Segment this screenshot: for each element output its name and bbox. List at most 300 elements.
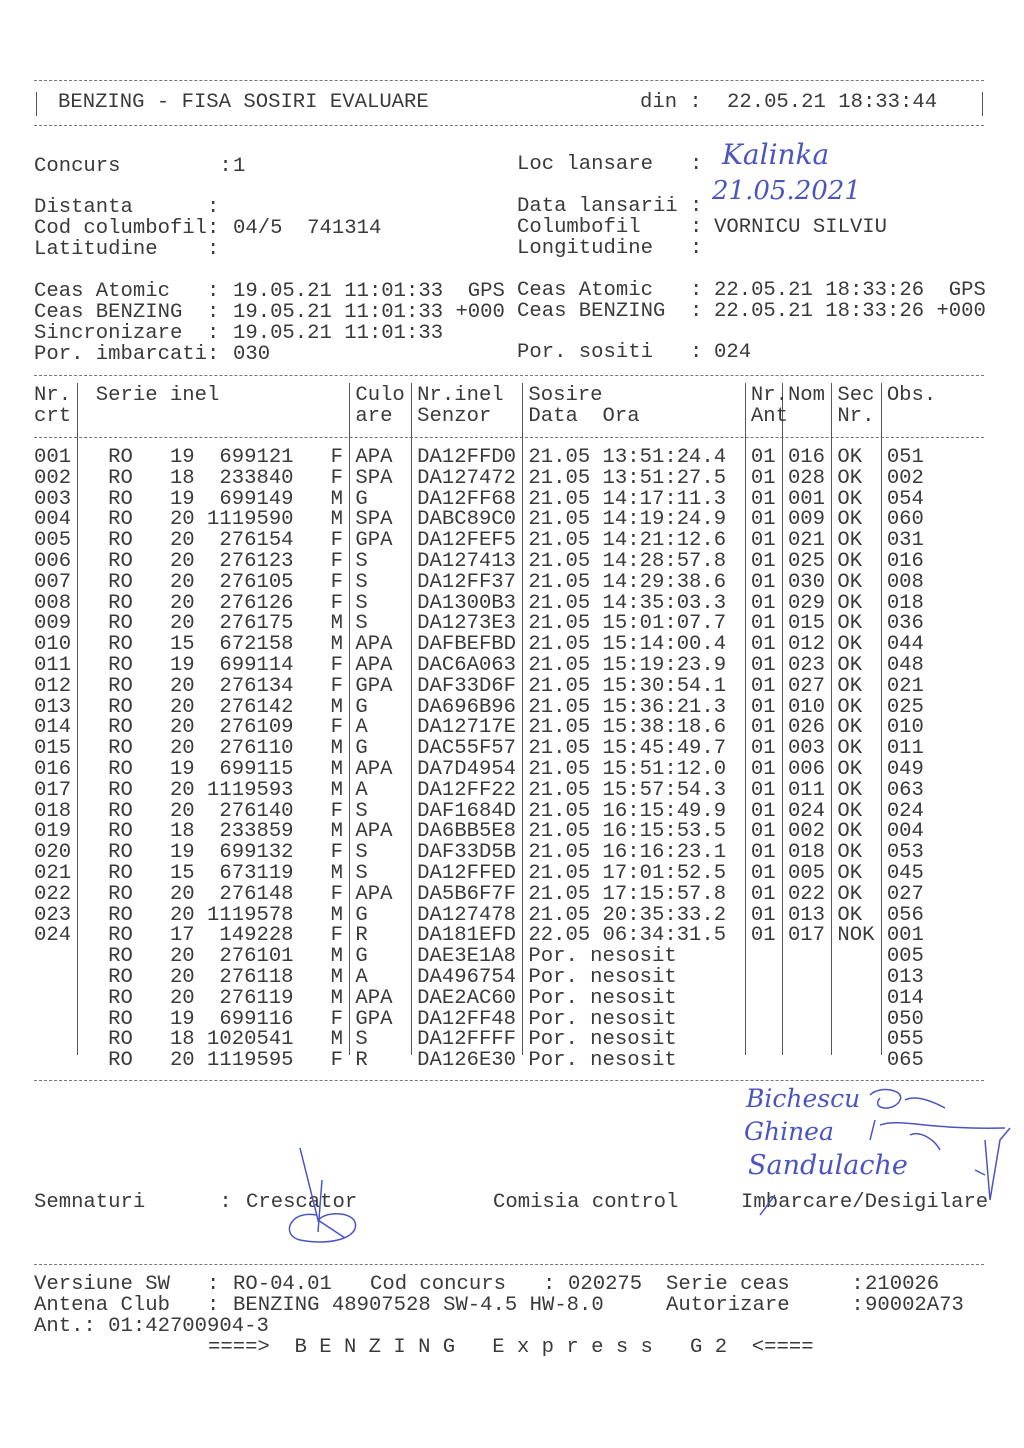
- obs: 001: [886, 924, 924, 948]
- sincronizare-value: 19.05.21 11:01:33: [233, 322, 444, 345]
- sec-status: OK: [837, 591, 863, 615]
- row-number: 017: [34, 778, 72, 802]
- ring-number: 276101: [219, 945, 294, 969]
- document-title: BENZING - FISA SOSIRI EVALUARE: [58, 91, 429, 114]
- nom: 029: [787, 591, 826, 615]
- ceas-atomic-label-2: Ceas Atomic :: [517, 279, 703, 302]
- antenna: 01: [750, 633, 776, 657]
- sensor-ring: DA496754: [417, 966, 517, 989]
- arrival-time: 21.05 15:45:49.7: [528, 737, 727, 761]
- signature-name-3: Sandulache: [748, 1150, 908, 1181]
- sex: M: [330, 862, 343, 885]
- ring-country: RO: [108, 799, 133, 823]
- ring-country: RO: [108, 633, 133, 657]
- signature-name-2: Ghinea: [744, 1117, 834, 1146]
- color: S: [355, 612, 368, 636]
- ring-country: RO: [108, 862, 133, 885]
- ring-number: 276154: [219, 529, 294, 553]
- ring-number: 1119595: [207, 1049, 294, 1073]
- sex: F: [330, 654, 343, 677]
- sensor-ring: DA12FFED: [417, 862, 517, 885]
- row-number: 010: [34, 633, 72, 657]
- ring-number: 276110: [219, 737, 294, 761]
- sex: M: [330, 820, 343, 844]
- distanta-label: Distanta :: [34, 196, 220, 219]
- ring-country: RO: [108, 591, 133, 615]
- sex: M: [330, 945, 343, 969]
- sex: M: [330, 903, 343, 927]
- row-number: 003: [34, 487, 72, 511]
- antenna: 01: [750, 674, 776, 698]
- ring-number: 149228: [219, 924, 294, 948]
- sex: M: [330, 508, 343, 532]
- ring-number: 1119590: [207, 508, 294, 532]
- column-header-sec1: Sec: [837, 384, 875, 407]
- row-number: 023: [34, 903, 72, 927]
- obs: 024: [886, 799, 924, 823]
- sensor-ring: DA696B96: [417, 695, 517, 719]
- ring-number: 276142: [219, 695, 294, 719]
- sensor-ring: DA181EFD: [417, 924, 517, 948]
- ring-number: 1020541: [207, 1028, 294, 1052]
- ring-country: RO: [108, 612, 133, 636]
- column-header-inel2: Senzor: [417, 405, 492, 428]
- ring-number: 673119: [219, 862, 294, 885]
- row-number: 011: [34, 654, 72, 677]
- sec-status: OK: [837, 633, 863, 657]
- ceas-benzing-label-2: Ceas BENZING :: [517, 300, 703, 323]
- column-header-sec2: Nr.: [837, 405, 875, 428]
- sex: F: [330, 674, 343, 698]
- antenna: 01: [750, 570, 776, 594]
- row-number: 013: [34, 695, 72, 719]
- color: S: [355, 570, 368, 594]
- ring-year: 20: [169, 1049, 195, 1073]
- ring-number: 276119: [219, 986, 294, 1010]
- row-number: 002: [34, 466, 72, 490]
- ceas-benzing-label: Ceas BENZING :: [34, 301, 220, 324]
- ring-year: 19: [169, 446, 195, 469]
- serie-ceas-label: Serie ceas :: [666, 1273, 864, 1296]
- arrival-time: 22.05 06:34:31.5: [528, 924, 727, 948]
- din-value: 22.05.21 18:33:44: [727, 91, 938, 114]
- antenna: 01: [750, 778, 776, 802]
- sex: F: [330, 1049, 343, 1073]
- color: SPA: [355, 466, 393, 490]
- color: S: [355, 591, 368, 615]
- obs: 018: [886, 591, 924, 615]
- color: G: [355, 903, 368, 927]
- cod-concurs-value: 020275: [568, 1273, 643, 1296]
- sex: M: [330, 612, 343, 636]
- column-header-sosire1: Sosire: [528, 384, 603, 407]
- arrival-time: 21.05 15:30:54.1: [528, 674, 727, 698]
- antenna: 01: [750, 758, 776, 781]
- nom: 030: [787, 570, 826, 594]
- antenna: 01: [750, 466, 776, 490]
- arrival-time: Por. nesosit: [528, 1007, 677, 1031]
- ring-country: RO: [108, 716, 133, 740]
- sex: F: [330, 1007, 343, 1031]
- arrival-time: 21.05 17:01:52.5: [528, 862, 727, 885]
- row-number: 015: [34, 737, 72, 761]
- obs: 045: [886, 862, 924, 885]
- ceas-atomic-end: 22.05.21 18:33:26 GPS: [714, 279, 986, 302]
- sex: M: [330, 966, 343, 989]
- column-header-nr2: crt: [34, 405, 72, 428]
- sex: F: [330, 550, 343, 573]
- obs: 051: [886, 446, 924, 469]
- ceas-benzing-end: 22.05.21 18:33:26 +000: [714, 300, 986, 323]
- arrival-time: 21.05 15:51:12.0: [528, 758, 727, 781]
- color: S: [355, 550, 368, 573]
- obs: 063: [886, 778, 924, 802]
- nom: 021: [787, 529, 826, 553]
- antenna-id: Ant.: 01:42700904-3: [34, 1315, 269, 1338]
- concurs-label: Concurs :: [34, 155, 232, 178]
- color: APA: [355, 758, 393, 781]
- sensor-ring: DA127478: [417, 903, 517, 927]
- row-number: 016: [34, 758, 72, 781]
- color: R: [355, 1049, 368, 1073]
- nom: 003: [787, 737, 826, 761]
- sex: M: [330, 1028, 343, 1052]
- arrival-time: 21.05 13:51:24.4: [528, 446, 727, 469]
- color: APA: [355, 986, 393, 1010]
- sensor-ring: DA1273E3: [417, 612, 517, 636]
- sex: F: [330, 882, 343, 906]
- obs: 060: [886, 508, 924, 532]
- color: G: [355, 695, 368, 719]
- por-sositi-value: 024: [714, 341, 752, 364]
- column-header-culo2: are: [355, 405, 393, 428]
- ring-country: RO: [108, 986, 133, 1010]
- arrival-time: 21.05 14:29:38.6: [528, 570, 727, 594]
- color: GPA: [355, 529, 393, 553]
- ring-year: 15: [169, 633, 195, 657]
- sensor-ring: DAC6A063: [417, 654, 517, 677]
- antenna: 01: [750, 924, 776, 948]
- obs: 065: [886, 1049, 924, 1073]
- sec-status: OK: [837, 487, 863, 511]
- sensor-ring: DA12717E: [417, 716, 517, 740]
- color: APA: [355, 654, 393, 677]
- color: G: [355, 487, 368, 511]
- ring-country: RO: [108, 529, 133, 553]
- antenna: 01: [750, 737, 776, 761]
- arrival-time: 21.05 15:38:18.6: [528, 716, 727, 740]
- nom: 013: [787, 903, 826, 927]
- row-number: 001: [34, 446, 72, 469]
- arrival-time: Por. nesosit: [528, 1028, 677, 1052]
- loc-lansare-value: Kalinka: [722, 138, 830, 171]
- arrival-time: 21.05 15:01:07.7: [528, 612, 727, 636]
- cod-columbofil-label: Cod columbofil:: [34, 217, 220, 240]
- obs: 031: [886, 529, 924, 553]
- antenna: 01: [750, 550, 776, 573]
- sec-status: OK: [837, 758, 863, 781]
- ring-country: RO: [108, 924, 133, 948]
- ring-number: 276109: [219, 716, 294, 740]
- sex: M: [330, 758, 343, 781]
- sex: F: [330, 841, 343, 865]
- ring-country: RO: [108, 778, 133, 802]
- sec-status: OK: [837, 654, 863, 677]
- ring-year: 20: [169, 966, 195, 989]
- concurs-value: 1: [233, 155, 246, 178]
- arrival-time: 21.05 14:21:12.6: [528, 529, 727, 553]
- ring-country: RO: [108, 695, 133, 719]
- ring-country: RO: [108, 508, 133, 532]
- antenna: 01: [750, 446, 776, 469]
- versiune-label: Versiune SW :: [34, 1273, 220, 1296]
- sex: F: [330, 924, 343, 948]
- ring-number: 699149: [219, 487, 294, 511]
- arrival-time: 21.05 15:36:21.3: [528, 695, 727, 719]
- arrival-time: 21.05 15:19:23.9: [528, 654, 727, 677]
- ring-number: 276134: [219, 674, 294, 698]
- autorizare-value: 90002A73: [865, 1294, 964, 1317]
- nom: 025: [787, 550, 826, 573]
- sec-status: OK: [837, 529, 863, 553]
- antenna: 01: [750, 820, 776, 844]
- column-header-ant2: Ant: [750, 405, 788, 428]
- obs: 014: [886, 986, 924, 1010]
- ring-year: 18: [169, 1028, 195, 1052]
- column-header-culo1: Culo: [355, 384, 405, 407]
- nom: 005: [787, 862, 826, 885]
- obs: 013: [886, 966, 924, 989]
- antenna: 01: [750, 903, 776, 927]
- arrival-time: 21.05 14:19:24.9: [528, 508, 727, 532]
- row-number: 005: [34, 529, 72, 553]
- sex: M: [330, 633, 343, 657]
- sec-status: OK: [837, 841, 863, 865]
- color: G: [355, 945, 368, 969]
- sec-status: OK: [837, 466, 863, 490]
- ring-country: RO: [108, 466, 133, 490]
- ring-number: 1119578: [207, 903, 294, 927]
- sex: M: [330, 695, 343, 719]
- color: R: [355, 924, 368, 948]
- brand-banner: ====> B E N Z I N G E x p r e s s G 2 <====: [208, 1336, 814, 1359]
- obs: 011: [886, 737, 924, 761]
- sex: F: [330, 716, 343, 740]
- ring-number: 672158: [219, 633, 294, 657]
- footer-divider: [34, 1264, 984, 1265]
- nom: 011: [787, 778, 826, 802]
- ring-year: 18: [169, 466, 195, 490]
- columbofil-label: Columbofil :: [517, 216, 703, 239]
- comisia-control-label: Comisia control: [493, 1191, 679, 1214]
- color: G: [355, 737, 368, 761]
- ring-year: 19: [169, 1007, 195, 1031]
- ring-number: 276148: [219, 882, 294, 906]
- sensor-ring: DAF1684D: [417, 799, 517, 823]
- sec-status: OK: [837, 674, 863, 698]
- ring-number: 233859: [219, 820, 294, 844]
- sensor-ring: DA127413: [417, 550, 517, 573]
- ring-country: RO: [108, 1007, 133, 1031]
- ring-year: 20: [169, 674, 195, 698]
- sensor-ring: DA12FFD0: [417, 446, 517, 469]
- ring-year: 19: [169, 654, 195, 677]
- obs: 050: [886, 1007, 924, 1031]
- loc-lansare-label: Loc lansare :: [517, 153, 703, 176]
- sensor-ring: DABC89C0: [417, 508, 517, 532]
- antena-label: Antena Club :: [34, 1294, 220, 1317]
- sex: F: [330, 591, 343, 615]
- arrival-time: Por. nesosit: [528, 945, 677, 969]
- ring-number: 699115: [219, 758, 294, 781]
- sensor-ring: DA12FF22: [417, 778, 517, 802]
- sec-status: OK: [837, 446, 863, 469]
- sensor-ring: DAFBEFBD: [417, 633, 517, 657]
- color: GPA: [355, 1007, 393, 1031]
- color: APA: [355, 633, 393, 657]
- sex: F: [330, 466, 343, 490]
- por-imbarcati-label: Por. imbarcati:: [34, 343, 220, 366]
- sec-status: OK: [837, 695, 863, 719]
- ring-country: RO: [108, 674, 133, 698]
- obs: 027: [886, 882, 924, 906]
- sensor-ring: DA6BB5E8: [417, 820, 517, 844]
- color: S: [355, 841, 368, 865]
- ring-year: 19: [169, 487, 195, 511]
- row-number: 022: [34, 882, 72, 906]
- obs: 005: [886, 945, 924, 969]
- color: SPA: [355, 508, 393, 532]
- column-header-inel1: Nr.inel: [417, 384, 504, 407]
- sec-status: OK: [837, 570, 863, 594]
- longitudine-label: Longitudine :: [517, 237, 703, 260]
- ring-number: 233840: [219, 466, 294, 490]
- arrival-time: 21.05 15:57:54.3: [528, 778, 727, 802]
- sensor-ring: DAE2AC60: [417, 986, 517, 1010]
- ring-country: RO: [108, 1049, 133, 1073]
- column-header-nom: Nom: [787, 384, 826, 407]
- sex: F: [330, 446, 343, 469]
- arrival-time: 21.05 14:35:03.3: [528, 591, 727, 615]
- ring-year: 18: [169, 820, 195, 844]
- cod-concurs-label: Cod concurs :: [370, 1273, 556, 1296]
- sex: F: [330, 529, 343, 553]
- nom: 016: [787, 446, 826, 469]
- arrival-time: 21.05 13:51:27.5: [528, 466, 727, 490]
- antenna: 01: [750, 695, 776, 719]
- column-header-serie: Serie inel: [95, 384, 220, 407]
- ring-year: 20: [169, 737, 195, 761]
- sex: M: [330, 986, 343, 1010]
- sex: M: [330, 737, 343, 761]
- por-sositi-label: Por. sositi :: [517, 341, 703, 364]
- ring-year: 20: [169, 570, 195, 594]
- ceas-atomic-start: 19.05.21 11:01:33 GPS: [233, 280, 505, 303]
- nom: 001: [787, 487, 826, 511]
- ring-country: RO: [108, 882, 133, 906]
- ring-year: 20: [169, 986, 195, 1010]
- ring-number: 699116: [219, 1007, 294, 1031]
- sex: F: [330, 570, 343, 594]
- sensor-ring: DA1300B3: [417, 591, 517, 615]
- sec-status: NOK: [837, 924, 875, 948]
- ring-year: 19: [169, 841, 195, 865]
- antenna: 01: [750, 882, 776, 906]
- arrival-time: 21.05 20:35:33.2: [528, 903, 727, 927]
- color: APA: [355, 446, 393, 469]
- color: APA: [355, 820, 393, 844]
- arrival-time: 21.05 14:17:11.3: [528, 487, 727, 511]
- ring-year: 20: [169, 882, 195, 906]
- arrival-time: 21.05 14:28:57.8: [528, 550, 727, 573]
- obs: 036: [886, 612, 924, 636]
- nom: 017: [787, 924, 826, 948]
- ring-number: 276118: [219, 966, 294, 989]
- columbofil-value: VORNICU SILVIU: [714, 216, 888, 239]
- ceas-benzing-start: 19.05.21 11:01:33 +000: [233, 301, 505, 324]
- row-number: 006: [34, 550, 72, 573]
- ring-year: 20: [169, 612, 195, 636]
- arrival-time: 21.05 16:15:49.9: [528, 799, 727, 823]
- sec-status: OK: [837, 612, 863, 636]
- row-number: 014: [34, 716, 72, 740]
- data-lansarii-value: 21.05.2021: [712, 176, 861, 206]
- ring-country: RO: [108, 945, 133, 969]
- nom: 009: [787, 508, 826, 532]
- imbarcare-desigilare-label: Imbarcare/Desigilare: [741, 1191, 989, 1214]
- antenna: 01: [750, 529, 776, 553]
- ring-number: 699114: [219, 654, 294, 677]
- obs: 025: [886, 695, 924, 719]
- row-number: 020: [34, 841, 72, 865]
- obs: 016: [886, 550, 924, 573]
- sensor-ring: DA12FEF5: [417, 529, 517, 553]
- ring-number: 276126: [219, 591, 294, 615]
- antena-value: BENZING 48907528 SW-4.5 HW-8.0: [233, 1294, 604, 1317]
- obs: 049: [886, 758, 924, 781]
- antenna: 01: [750, 591, 776, 615]
- ring-country: RO: [108, 841, 133, 865]
- sec-status: OK: [837, 550, 863, 573]
- ring-year: 20: [169, 778, 195, 802]
- latitudine-label: Latitudine :: [34, 238, 220, 261]
- signature-name-1: Bichescu: [746, 1084, 861, 1113]
- obs: 010: [886, 716, 924, 740]
- color: A: [355, 716, 368, 740]
- arrival-time: Por. nesosit: [528, 966, 677, 989]
- color: A: [355, 778, 368, 802]
- ring-year: 17: [169, 924, 195, 948]
- row-number: 004: [34, 508, 72, 532]
- ring-year: 20: [169, 945, 195, 969]
- row-number: 007: [34, 570, 72, 594]
- nom: 023: [787, 654, 826, 677]
- obs: 055: [886, 1028, 924, 1052]
- data-lansarii-label: Data lansarii :: [517, 195, 703, 218]
- obs: 048: [886, 654, 924, 677]
- ring-year: 20: [169, 903, 195, 927]
- serie-ceas-value: 210026: [865, 1273, 940, 1296]
- color: GPA: [355, 674, 393, 698]
- antenna: 01: [750, 508, 776, 532]
- arrival-time: 21.05 16:16:23.1: [528, 841, 727, 865]
- color: A: [355, 966, 368, 989]
- ring-number: 276175: [219, 612, 294, 636]
- column-header-ant1: Nr.: [750, 384, 788, 407]
- versiune-value: RO-04.01: [233, 1273, 332, 1296]
- arrival-time: Por. nesosit: [528, 1049, 677, 1073]
- sincronizare-label: Sincronizare :: [34, 322, 220, 345]
